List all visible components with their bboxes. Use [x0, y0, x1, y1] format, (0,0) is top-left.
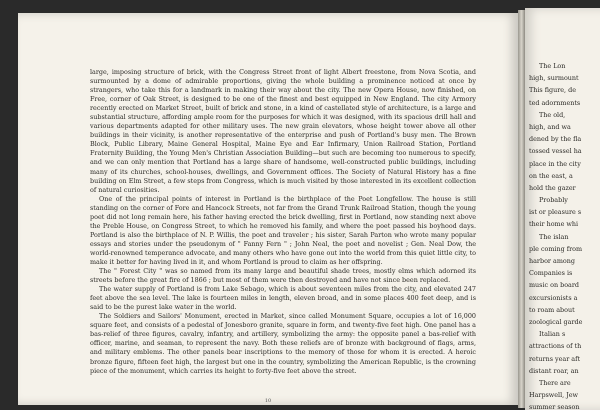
paragraph: One of the principal points of interest in Portland is the birthplace of the Poet Longfellow. The house is still standing on the corner of Fore and Hancock Streets, not far from the Grand Trunk Railroad Station, though the young poet did not long remain here, his father having erected the brick dwelling, first in Portland, now standing next above the Preble House, on Congress Street, to which he removed his family, and where the poet passed his boyhood days. Portland is also the birthplace of N. P. Willis, the poet and traveler ; his sister, Sarah Parton who wrote many popular essays and stories under the pseudonym of " Fanny Fern " ; John Neal, the poet and novelist ; Gen. Neal Dow, the world-renowned temperance advocate, and many others who have gone out into the world from this quiet little city, to make it better for having lived in it, and whom Portland is proud to claim as her offspring. [90, 194, 476, 266]
right-page-line: tossed vessel ha [529, 147, 582, 156]
right-page-line: This figure, de [529, 86, 576, 95]
right-page-line: The Lon [539, 62, 566, 70]
paragraph: The water supply of Portland is from Lake Sebago, which is about seventeen miles from the city, and elevated 247 feet above the sea level. The lake is fourteen miles in length, eleven broad, and in some places 400 feet deep, and is said to be the purest lake water in the world. [90, 285, 476, 312]
right-page-line: place in the city [529, 159, 581, 168]
right-page-line: hold the gazer [529, 183, 576, 192]
right-page-line: Harpswell, Jew [529, 391, 579, 400]
right-page-line: Probably [539, 196, 568, 205]
right-page-line: Italian s [539, 330, 566, 339]
right-page-line: attractions of th [529, 342, 582, 351]
paragraph: The Soldiers and Sailors' Monument, erected in Market, since called Monument Square, occupies a lot of 16,000 square feet, and consists of a pedestal of Jonesboro granite, square in form, and twenty-five feet high. One panel has a bas-relief of three figures, cavalry, infantry, and artillery, symbolizing the army: the opposite panel a bas-relief with officer, marine, and seaman, to represent the navy. Both these reliefs are of bronze with background of flags, arms, and military emblems. The other panels bear inscriptions to the memory of those for whom it is erected. A heroic bronze figure, fifteen feet high, the largest but one in the country, symbolizing the American Republic, is the crowning piece of the monument, which carries its height to forty-five feet above the street. [90, 312, 476, 375]
right-page-line: to roam about [529, 305, 575, 314]
right-page-line: high, and wa [529, 122, 571, 131]
right-page-line: zoological garde [529, 317, 583, 326]
right-page-line: Companies is [529, 269, 573, 278]
right-page-text [529, 60, 600, 410]
right-page-line: returns year aft [529, 354, 581, 363]
right-page-line: music on board [529, 281, 579, 290]
right-page [525, 8, 600, 410]
right-page-line: ist or pleasure s [529, 208, 582, 217]
right-page-line: excursionists a [529, 293, 578, 302]
right-page-line: ted adornments [529, 98, 581, 107]
right-page-line: There are [539, 378, 571, 387]
right-page-line: harbor among [529, 257, 575, 265]
paragraph: The " Forest City " was so named from its many large and beautiful shade trees, mostly elms which adorned its streets before the great fire of 1866 ; but most of them were then destroyed and have not since been replaced. [90, 267, 476, 285]
right-page-line: dened by the fla [529, 135, 582, 144]
right-page-line: their home whi [529, 220, 579, 229]
page-number: 10 [264, 398, 272, 404]
right-page-line: on the east, a [529, 171, 573, 180]
book-gutter [518, 10, 525, 408]
right-page-line: The old, [539, 110, 566, 119]
left-page-text [90, 68, 476, 376]
right-page-line: distant roar, an [529, 366, 579, 375]
left-page [18, 13, 518, 405]
paragraph: large, imposing structure of brick, with the Congress Street front of light Albert freestone, from Nova Scotia, and surmounted by a dome of admirable proportions, giving the whole building a prominence noticed at once by strangers, who take this for a landmark in making their way about the city. The new Opera House, now finished, on Free, corner of Oak Street, is designed to be one of the finest and best equipped in New England. The city Armory recently erected on Market Street, built of brick and stone, in a kind of castellated style of architecture, is a large and substantial structure, affording ample room for the purposes for which it was designed, with its spacious drill hall and various departments adapted for other military uses. The new grain elevators, whose height tower above all other buildings in their vicinity, is another representative of the enterprise and push of Portland's busy men. The Brown Block, Public Library, Maine General Hospital, Maine Eye and Ear Infirmary, Union Railroad Station, Portland Fraternity Building, the Young Men's Christian Association Building—but such are becoming too numerous to specify, and we can only mention that Portland has a large share of handsome, well-constructed public buildings, including many of its churches, school-houses, dwellings, and Government offices. The Society of Natural History has a fine building on Elm Street, a few steps from Congress, which is much visited by those interested in its excellent collection of natural curiosities. [90, 68, 476, 194]
right-page-line: ple coming from [529, 244, 583, 253]
right-page-line: The islan [539, 232, 569, 241]
right-page-line: summer season [529, 403, 580, 410]
right-page-line: high, surmount [529, 74, 579, 83]
